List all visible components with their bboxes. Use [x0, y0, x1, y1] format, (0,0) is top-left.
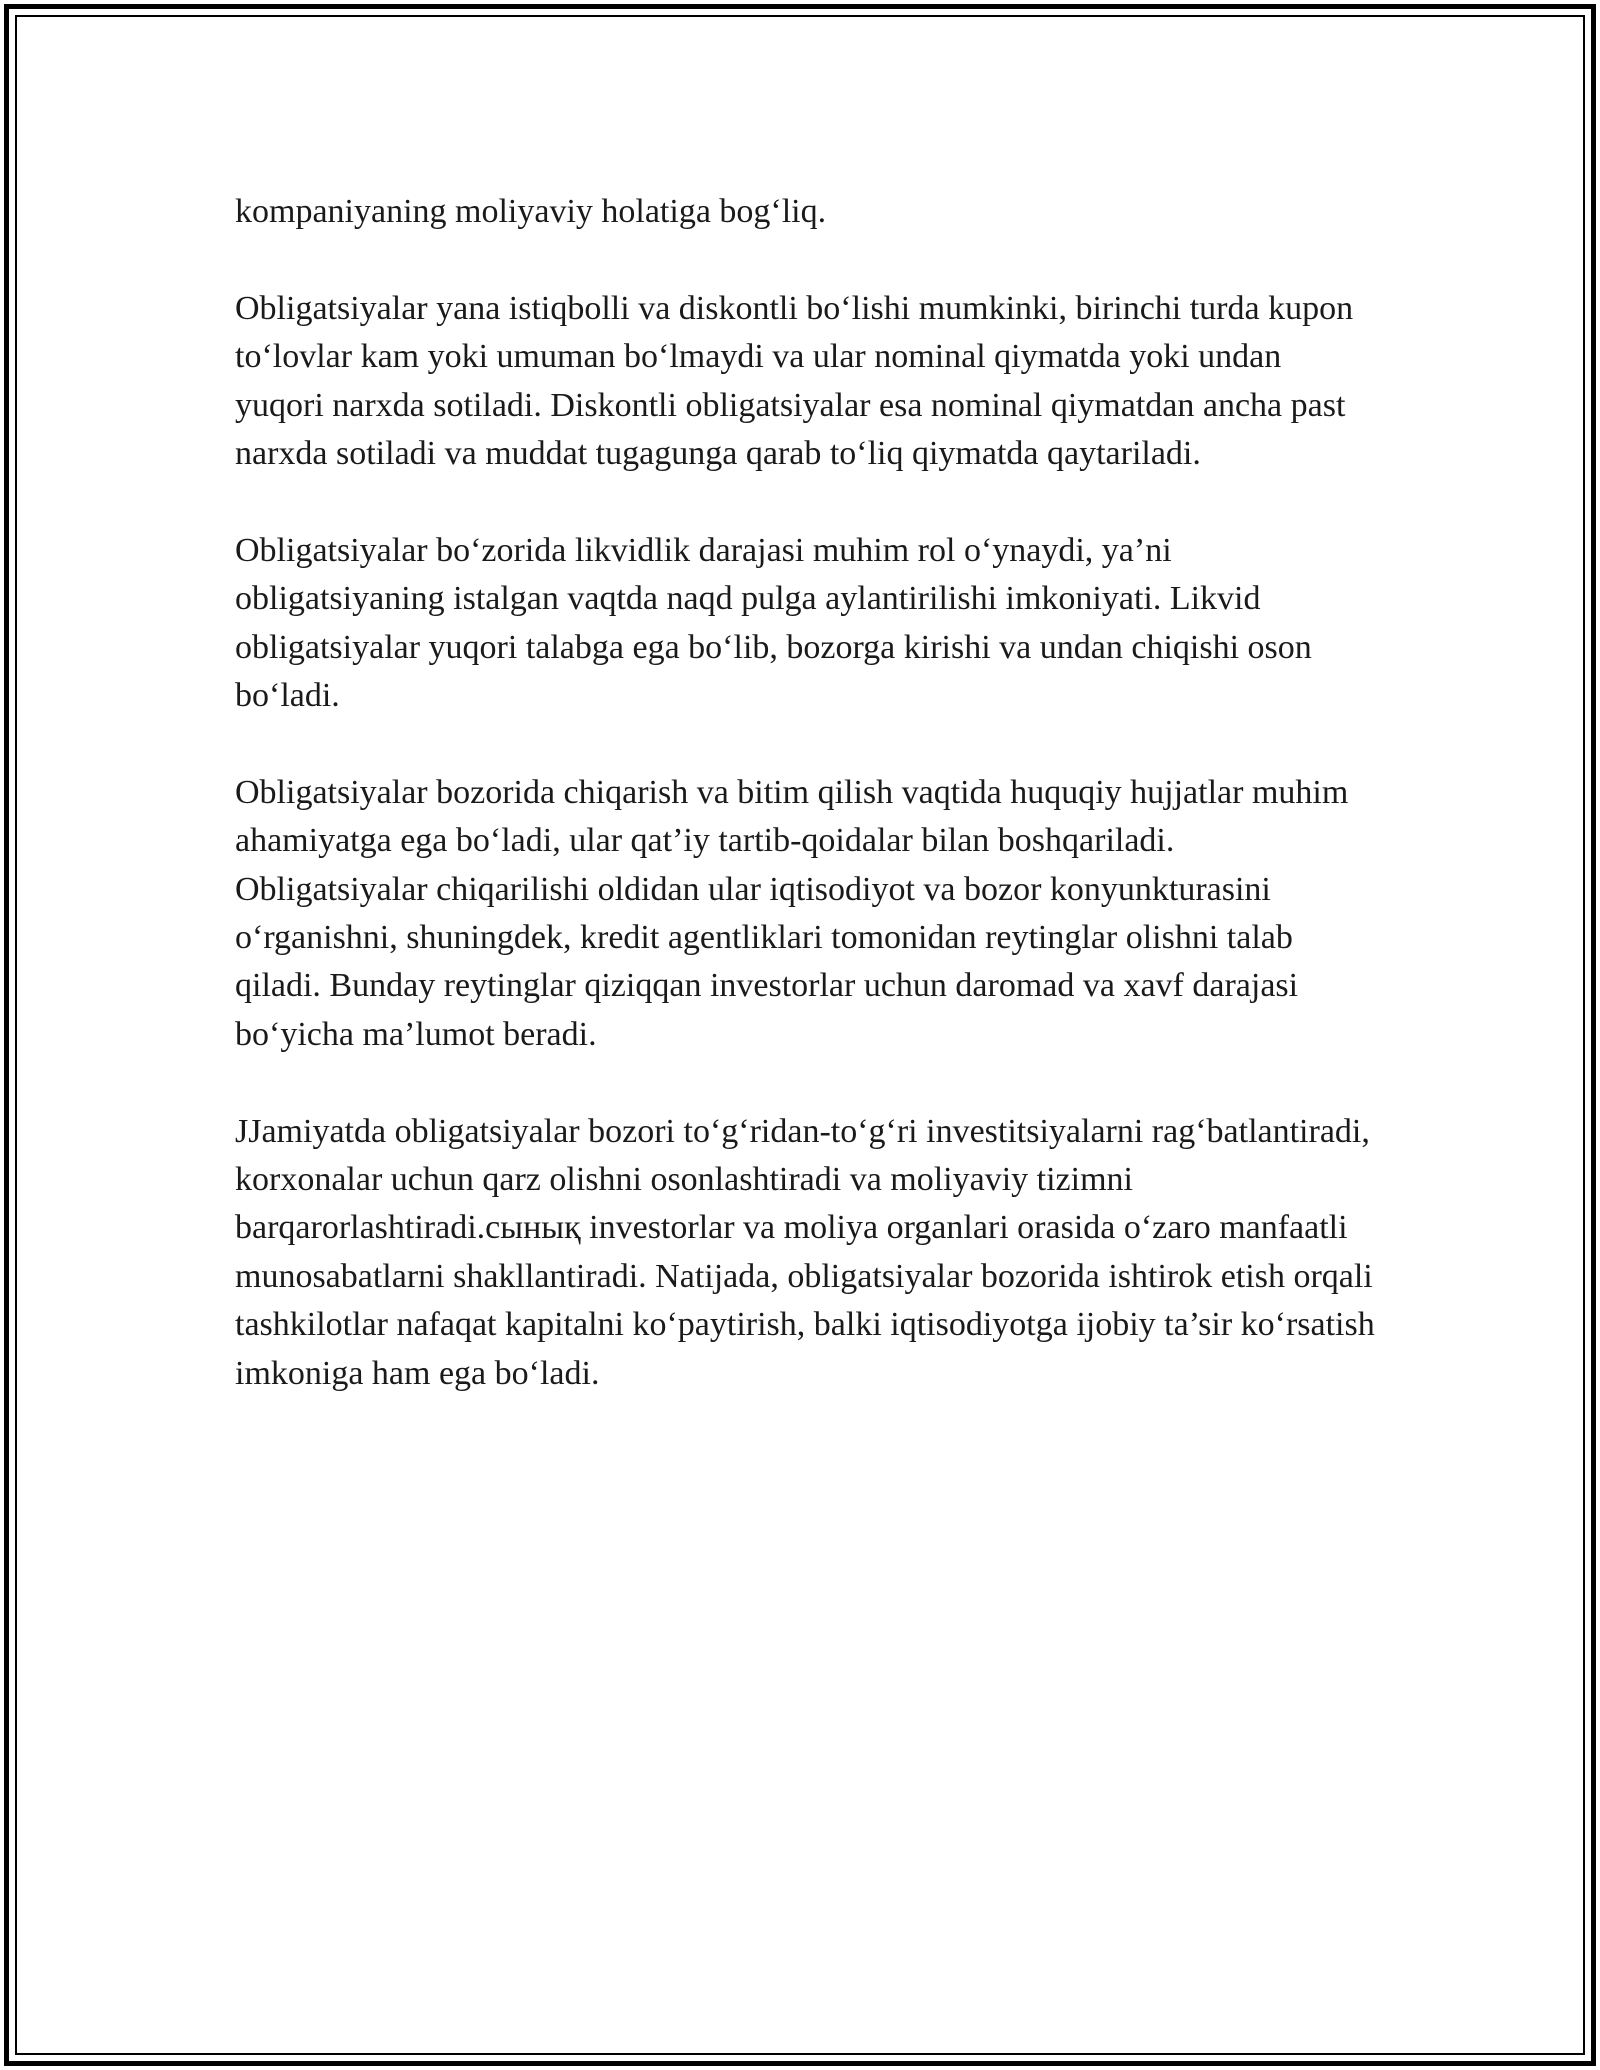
paragraph-5: JJamiyatda obligatsiyalar bozori to‘g‘ridan-to‘g‘ri investitsiyalarni rag‘batlantiradi, korxonalar uchun qarz olishni osonlashtiradi va moliyaviy tizimni barqarorlashtiradi.сынық investorlar va moliya organlari orasida o‘zaro manfaatli munosabatlarni shakllantiradi. Natijada, obligatsiyalar bozorida ishtirok etish orqali tashkilotlar nafaqat kapitalni ko‘paytirish, balki iqtisodiyotga ijobiy ta’sir ko‘rsatish imkoniga ham ega bo‘ladi. — [235, 1112, 1375, 1392]
paragraph-1: kompaniyaning moliyaviy holatiga bog‘liq. — [235, 193, 827, 230]
paragraph-2: Obligatsiyalar yana istiqbolli va diskontli bo‘lishi mumkinki, birinchi turda kupon to‘lovlar kam yoki umuman bo‘lmaydi va ular nominal qiymatda yoki undan yuqori narxda sotiladi. Diskontli obligatsiyalar esa nominal qiymatdan ancha past narxda sotiladi va muddat tugagunga qarab to‘liq qiymatda qaytariladi. — [235, 289, 1354, 473]
paragraph-3: Obligatsiyalar bo‘zorida likvidlik darajasi muhim rol o‘ynaydi, ya’ni obligatsiyaning istalgan vaqtda naqd pulga aylantirilishi imkoniyati. Likvid obligatsiyalar yuqori talabga ega bo‘lib, bozorga kirishi va undan chiqishi oson bo‘ladi. — [235, 531, 1312, 715]
document-body — [235, 188, 1375, 1446]
paragraph-4: Obligatsiyalar bozorida chiqarish va bitim qilish vaqtida huquqiy hujjatlar muhim ahamiyatga ega bo‘ladi, ular qat’iy tartib-qoidalar bilan boshqariladi. Obligatsiyalar chiqarilishi oldidan ular iqtisodiyot va bozor konyunkturasini o‘rganishni, shuningdek, kredit agentliklari tomonidan reytinglar olishni talab qiladi. Bunday reytinglar qiziqqan investorlar uchun daromad va xavf darajasi bo‘yicha ma’lumot beradi. — [235, 773, 1349, 1053]
